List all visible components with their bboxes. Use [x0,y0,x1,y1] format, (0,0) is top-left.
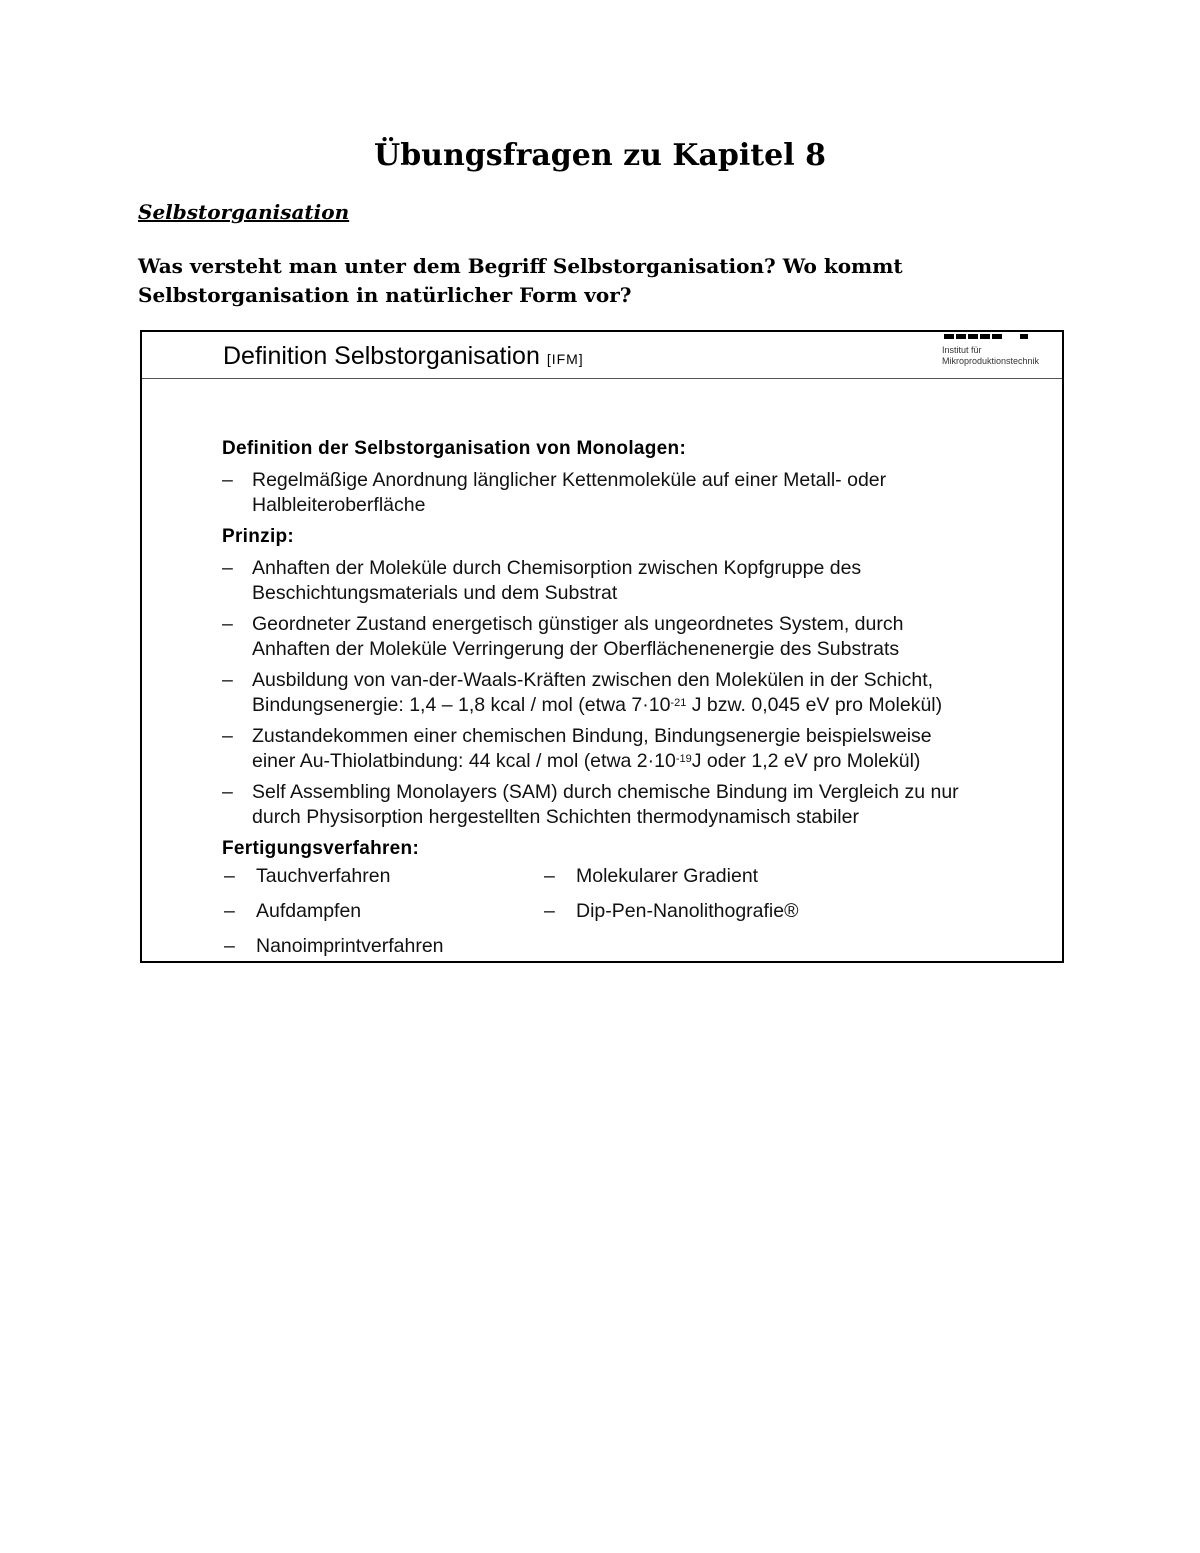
list-item: – Aufdampfen [224,900,362,922]
list-item: – Regelmäßige Anordnung länglicher Kettenmoleküle auf einer Metall- oder Halbleiteroberfläche [222,469,887,516]
logo-line: Mikroproduktionstechnik [942,356,1040,366]
list-item: – Anhaften der Moleküle durch Chemisorption zwischen Kopfgruppe des Beschichtungsmaterials und dem Substrat [222,557,862,604]
section-heading: Selbstorganisation [138,200,350,224]
principle-heading: Prinzip: [222,526,295,547]
institute-logo [942,334,1052,372]
list-item: – Self Assembling Monolayers (SAM) durch chemische Bindung im Vergleich zu nur durch Physisorption hergestellten Schichten thermodynamisch stabiler [222,781,959,828]
dash-bullet: – [222,469,233,491]
dash-bullet: – [222,613,233,635]
slide-source: [IFM] [546,351,584,367]
dash-bullet: – [224,865,235,887]
list-item: – Molekularer Gradient [544,865,759,887]
dash-bullet: – [222,781,233,803]
list-item: – Nanoimprintverfahren [224,935,444,957]
question-line: Was versteht man unter dem Begriff Selbstorganisation? Wo kommt [138,254,903,278]
dash-bullet: – [222,557,233,579]
dash-bullet: – [224,900,235,922]
slide-body [222,436,1052,974]
question-text [138,252,1038,310]
list-item: – Ausbildung von van-der-Waals-Kräften zwischen den Molekülen in der Schicht, Bindungsenergie: 1,4 – 1,8 kcal / mol (etwa $7\cdot 10^{-21}$ J bzw. 0,045 eV pro Molekül) [222,669,943,716]
list-item: – Tauchverfahren [224,865,391,887]
list-item: – Zustandekommen einer chemischen Bindung, Bindungsenergie beispielsweise einer Au-Thiolatbindung: 44 kcal / mol (etwa $2\cdot 10^{-19}J$ oder 1,2 eV pro Molekül) [222,725,932,772]
list-item: – Dip-Pen-Nanolithografie® [544,900,799,922]
dash-bullet: – [222,669,233,691]
dash-bullet: – [544,865,555,887]
logo-line: Institut für [942,345,982,355]
definition-list [222,468,1052,518]
definition-heading: Definition der Selbstorganisation von Monolagen: [222,438,687,459]
methods-heading: Fertigungsverfahren: [222,838,420,859]
dash-bullet: – [224,935,235,957]
slide-title-text: Definition Selbstorganisation [223,342,540,370]
methods-list [222,864,1052,974]
slide-header [142,332,1062,379]
slide-figure [140,330,1064,963]
list-item: – Geordneter Zustand energetisch günstiger als ungeordnetes System, durch Anhaften der Moleküle Verringerung der Oberflächenenergie des Substrats [222,613,904,660]
page-title: Übungsfragen zu Kapitel 8 [374,138,826,173]
slide-title [223,342,584,371]
dash-bullet: – [222,725,233,747]
logo-text [942,345,1039,367]
question-line: Selbstorganisation in natürlicher Form vor? [138,283,632,307]
dash-bullet: – [544,900,555,922]
principle-list [222,556,1052,830]
